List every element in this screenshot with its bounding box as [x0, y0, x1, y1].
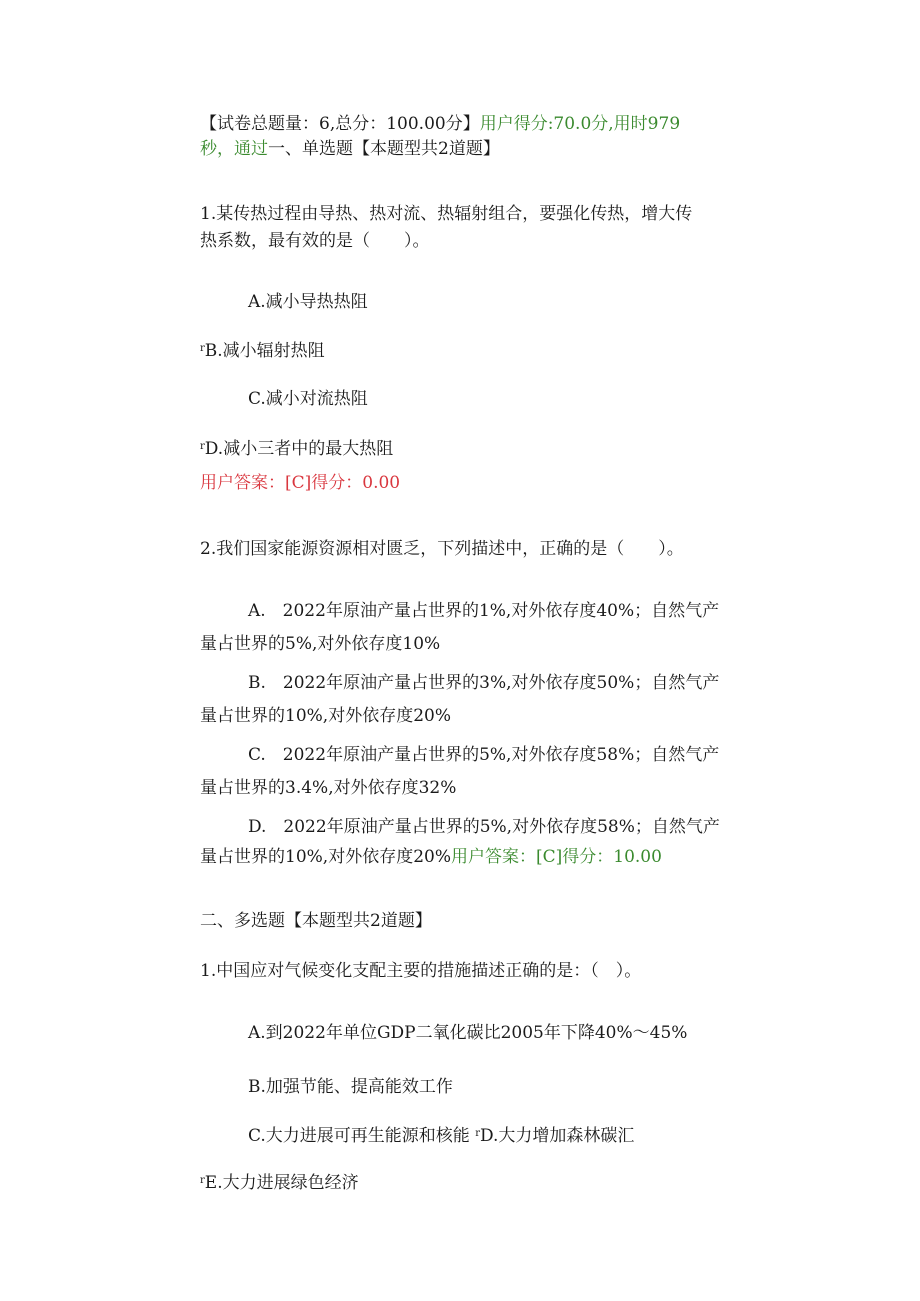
mq1-option-d-label: D.大力增加森林碳汇 [480, 1126, 635, 1146]
q1-user-answer: 用户答案：[C]得分：0.00 [200, 473, 401, 493]
q2-option-c[interactable]: C. 2022年原油产量占世界的5%,对外依存度58%；自然气产 [248, 745, 720, 765]
q1-text-line-2: 热系数，最有效的是（ ）。 [200, 231, 430, 251]
section-1-title: 一、单选题【本题型共2道题】 [268, 139, 500, 159]
q2-option-d-text: 量占世界的10%,对外依存度20% [200, 847, 451, 867]
exam-summary-line-1 [200, 113, 680, 135]
q1-option-c[interactable]: C.减小对流热阻 [248, 389, 368, 409]
mq1-option-a[interactable]: A.到2022年单位GDP二氧化碳比2005年下降40%～45% [248, 1023, 688, 1043]
checkbox-marker-icon: r [475, 1128, 480, 1139]
q1-option-a[interactable]: A.减小导热热阻 [248, 292, 368, 312]
mq1-option-c-d-line [248, 1125, 634, 1147]
q1-text-line-1: 1.某传热过程由导热、热对流、热辐射组合，要强化传热，增大传 [200, 204, 693, 224]
q2-option-b[interactable]: B. 2022年原油产量占世界的3%,对外依存度50%；自然气产 [248, 673, 720, 693]
mq1-option-d[interactable] [475, 1126, 634, 1146]
q2-option-a[interactable]: A. 2022年原油产量占世界的1%,对外依存度40%；自然气产 [248, 601, 720, 621]
mq1-option-b[interactable]: B.加强节能、提高能效工作 [248, 1077, 453, 1097]
user-score: 用户得分:70.0分,用时979 [479, 114, 681, 134]
mq1-text: 1.中国应对气候变化支配主要的措施描述正确的是：（ ）。 [200, 961, 642, 981]
q2-option-b-cont: 量占世界的10%,对外依存度20% [200, 706, 451, 726]
q2-option-a-cont: 量占世界的5%,对外依存度10% [200, 634, 441, 654]
q2-user-answer: 用户答案：[C]得分：10.00 [450, 847, 662, 867]
q2-option-d[interactable]: D. 2022年原油产量占世界的5%,对外依存度58%；自然气产 [248, 817, 720, 837]
radio-marker-icon: r [200, 441, 205, 452]
q1-option-d-label: D.减小三者中的最大热阻 [204, 439, 394, 459]
exam-summary-line-2 [200, 138, 500, 160]
time-passed: 秒，通过 [200, 139, 268, 159]
mq1-option-c[interactable]: C.大力进展可再生能源和核能 [248, 1126, 470, 1146]
q2-option-d-cont [200, 846, 662, 868]
checkbox-marker-icon: r [200, 1175, 205, 1186]
q1-option-b-label: B.减小辐射热阻 [204, 341, 325, 361]
mq1-option-e[interactable] [200, 1172, 359, 1194]
q1-option-b[interactable] [200, 340, 325, 362]
q2-text: 2.我们国家能源资源相对匮乏，下列描述中，正确的是（ ）。 [200, 539, 684, 559]
q1-option-d[interactable] [200, 438, 393, 460]
radio-marker-icon: r [200, 343, 205, 354]
q2-option-c-cont: 量占世界的3.4%,对外依存度32% [200, 778, 457, 798]
section-2-title: 二、多选题【本题型共2道题】 [200, 911, 432, 931]
exam-summary: 【试卷总题量：6,总分：100.00分】 [200, 114, 480, 134]
mq1-option-e-label: E.大力进展绿色经济 [204, 1173, 359, 1193]
